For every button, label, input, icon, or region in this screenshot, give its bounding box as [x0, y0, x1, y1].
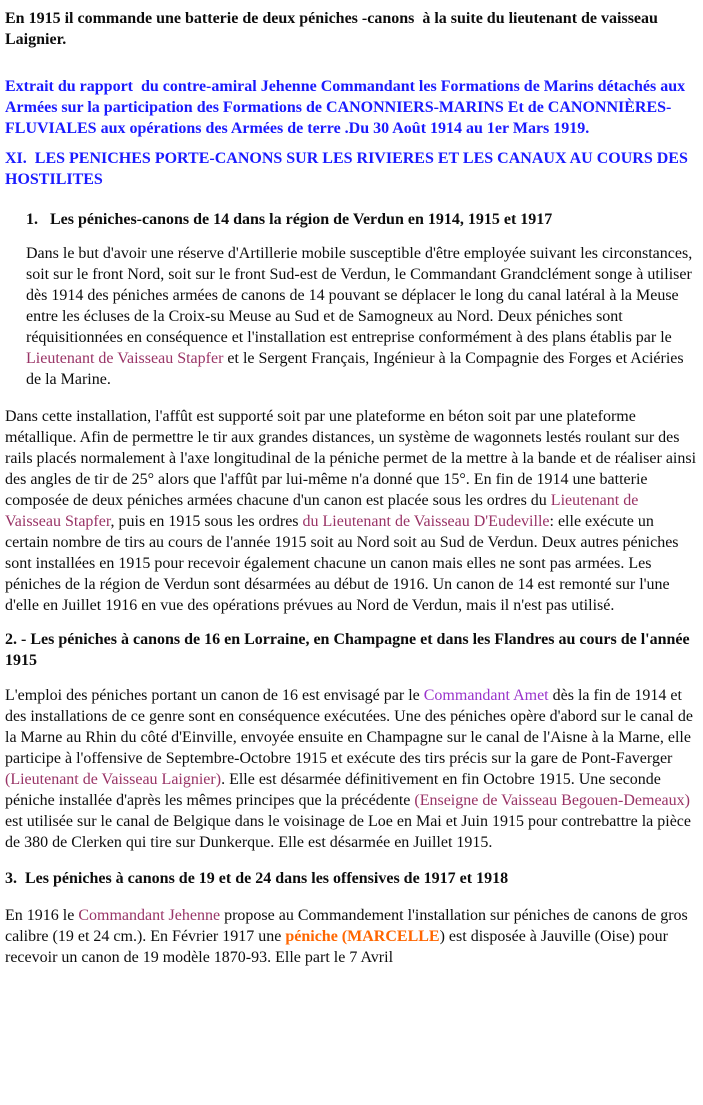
intro-paragraph — [5, 8, 697, 50]
text-run: 3. Les péniches à canons de 19 et de 24 dans les offensives de 1917 et 1918 — [5, 870, 509, 887]
heading-section-2 — [5, 629, 697, 671]
paragraph-installation — [5, 406, 697, 616]
text-run: L'emploi des péniches portant un canon de 16 est envisagé par le — [5, 687, 424, 704]
text-run: , puis en 1915 sous les ordres — [110, 513, 303, 530]
peniche-marcelle-highlight: péniche (MARCELLE — [285, 928, 440, 945]
text-run: Dans cette installation, l'affût est supporté soit par une plateforme en béton soit par une plateforme métallique. Afin de permettre le tir aux grandes distances, un système de wagonnets lestés roulant sur des rails placés normalement à l'axe longitudinal de la péniche permet de la mettre à la bande et de réaliser ainsi des angles de tir de 25° alors que l'affût par lui-même n'a donné que 15°. En fin de 1914 une batterie composée de deux péniches armées chacune d'un canon est placée sous les ordres du — [5, 408, 697, 509]
link-begouen-demeaux[interactable]: (Enseigne de Vaisseau Begouen-Demeaux) — [414, 792, 690, 809]
heading-section-1 — [26, 209, 697, 230]
paragraph-verdun — [26, 243, 697, 390]
report-extract-paragraph — [5, 76, 697, 139]
link-stapfer-2[interactable]: Lieutenant de Vaisseau Stapfer — [5, 492, 639, 530]
text-run: XI. LES PENICHES PORTE-CANONS SUR LES RIVIERES ET LES CANAUX AU COURS DES HOSTILITES — [5, 150, 688, 188]
link-jehenne[interactable]: Commandant Jehenne — [78, 907, 221, 924]
text-run: ) est disposée à Jauville (Oise) pour recevoir un canon de 19 modèle 1870-93. Elle part le 7 Avril — [5, 928, 668, 966]
text-run: Dans le but d'avoir une réserve d'Artillerie mobile susceptible d'être employée suivant les circonstances, soit sur le front Nord, soit sur le front Sud-est de Verdun, le Commandant Grandclément songe à utiliser dès 1914 des péniches armées de canons de 14 pouvant se déplacer le long du canal latéral à la Meuse entre les écluses de la Croix-su Meuse au Sud et de Samogneux au Nord. Deux péniches sont réquisitionnées en conséquence et l'installation est entreprise conformément à des plans établis par le — [26, 245, 693, 346]
section-xi-heading — [5, 148, 697, 190]
paragraph-canon19 — [5, 905, 697, 968]
text-run: . Elle est désarmée définitivement en fin Octobre 1915. Une seconde péniche installée d'après les mêmes principes que la précédente — [5, 771, 661, 809]
text-run: et le Sergent Français, Ingénieur à la Compagnie des Forges et Aciéries de la Marine. — [26, 350, 684, 388]
text-run: : elle exécute un certain nombre de tirs au cours de l'année 1915 soit au Nord soit au Sud de Verdun. Deux autres péniches sont installées en 1915 pour recevoir également chacune un canon mais elles ne sont pas armées. Les péniches de la région de Verdun sont désarmées au début de 1916. Un canon de 14 est remonté sur l'une d'elle en Juillet 1916 en vue des opérations prévues au Nord de Verdun, mais il n'est pas utilisé. — [5, 513, 679, 614]
text-run: Extrait du rapport du contre-amiral Jehenne Commandant les Formations de Marins détachés aux Armées sur la participation des Formations de CANONNIERS-MARINS Et de CANONNIÈRES-FLUVIALES aux opérations des Armées de terre .Du 30 Août 1914 au 1er Mars 1919. — [5, 78, 686, 137]
text-run: En 1915 il commande une batterie de deux péniches -canons à la suite du lieutenant de vaisseau Laignier. — [5, 10, 658, 48]
text-run: dès la fin de 1914 et des installations de ce genre sont en conséquence exécutées. Une des péniches opère d'abord sur le canal de la Marne au Rhin du côté d'Einville, envoyée ensuite en Champagne sur le canal de l'Aisne à la Marne, elle participe à l'offensive de Septembre-Octobre 1915 et exécute des tirs précis sur la gare de Pont-Faverger — [5, 687, 693, 767]
link-eudeville[interactable]: du Lieutenant de Vaisseau D'Eudeville — [302, 513, 550, 530]
link-amet[interactable]: Commandant Amet — [423, 687, 549, 704]
text-run: 1. Les péniches-canons de 14 dans la région de Verdun en 1914, 1915 et 1917 — [26, 211, 553, 228]
text-run: est utilisée sur le canal de Belgique dans le voisinage de Loe en Mai et Juin 1915 pour contrebattre la pièce de 380 de Clerken qui tire sur Dunkerque. Elle est désarmée en Juillet 1915. — [5, 813, 691, 851]
text-run: En 1916 le — [5, 907, 79, 924]
paragraph-canon16 — [5, 685, 697, 853]
text-run: propose au Commandement l'installation sur péniches de canons de gros calibre (19 et 24 cm.). En Février 1917 une — [5, 907, 688, 945]
link-laignier[interactable]: (Lieutenant de Vaisseau Laignier) — [5, 771, 222, 788]
link-stapfer-1[interactable]: Lieutenant de Vaisseau Stapfer — [26, 350, 224, 367]
text-run: 2. - Les péniches à canons de 16 en Lorraine, en Champagne et dans les Flandres au cours de l'année 1915 — [5, 631, 690, 669]
heading-section-3 — [5, 868, 697, 889]
